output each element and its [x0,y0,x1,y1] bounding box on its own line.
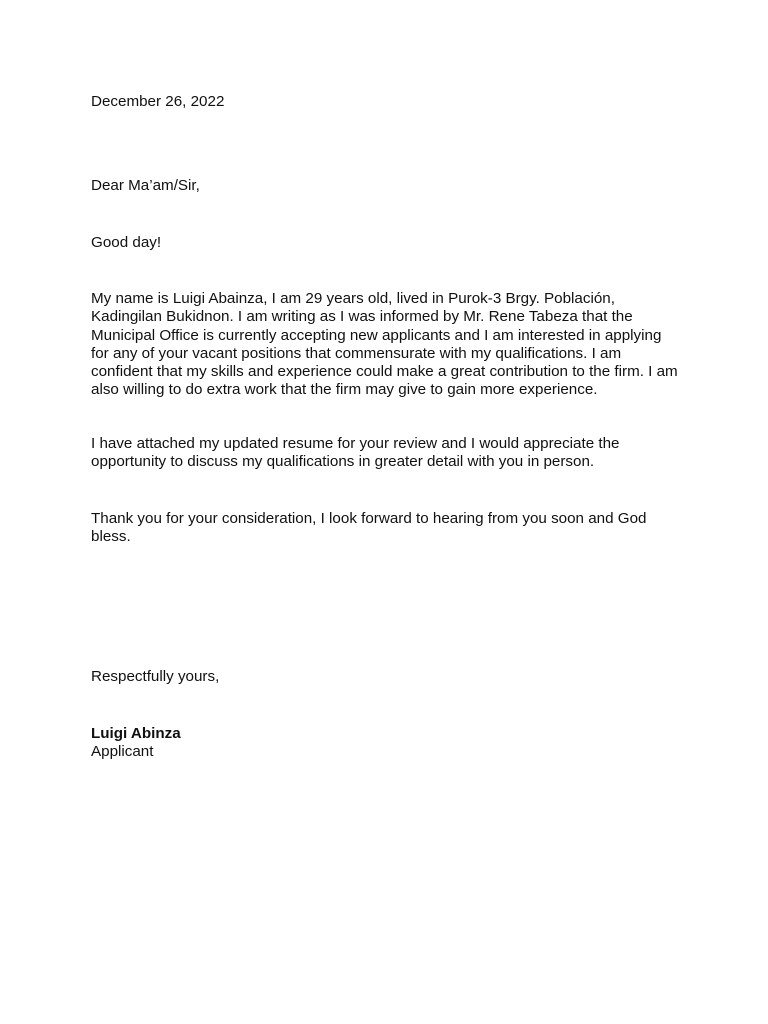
closing: Respectfully yours, [91,668,220,685]
paragraph-line: I have attached my updated resume for your review and I would appreciate the [91,435,620,452]
paragraph-line: Thank you for your consideration, I look forward to hearing from you soon and God [91,510,647,527]
paragraph-line: also willing to do extra work that the firm may give to gain more experience. [91,381,598,399]
paragraph-line: bless. [91,528,131,546]
signer-name: Luigi Abinza [91,725,181,742]
body-paragraph-1 [91,290,678,400]
signer-title: Applicant [91,743,154,760]
paragraph-line: for any of your vacant positions that commensurate with my qualifications. I am [91,344,622,362]
paragraph-line: confident that my skills and experience could make a great contribution to the firm. I am [91,363,678,381]
paragraph-line: opportunity to discuss my qualifications in greater detail with you in person. [91,453,595,471]
salutation: Dear Ma’am/Sir, [91,177,200,194]
body-paragraph-3 [91,510,647,547]
body-paragraph-2 [91,435,620,472]
paragraph-line: Kadingilan Bukidnon. I am writing as I was informed by Mr. Rene Tabeza that the [91,308,633,326]
greeting: Good day! [91,234,162,251]
paragraph-line: Municipal Office is currently accepting new applicants and I am interested in applying [91,326,662,344]
letter-date: December 26, 2022 [91,93,225,110]
paragraph-line: My name is Luigi Abainza, I am 29 years old, lived in Purok-3 Brgy. Población, [91,290,615,307]
